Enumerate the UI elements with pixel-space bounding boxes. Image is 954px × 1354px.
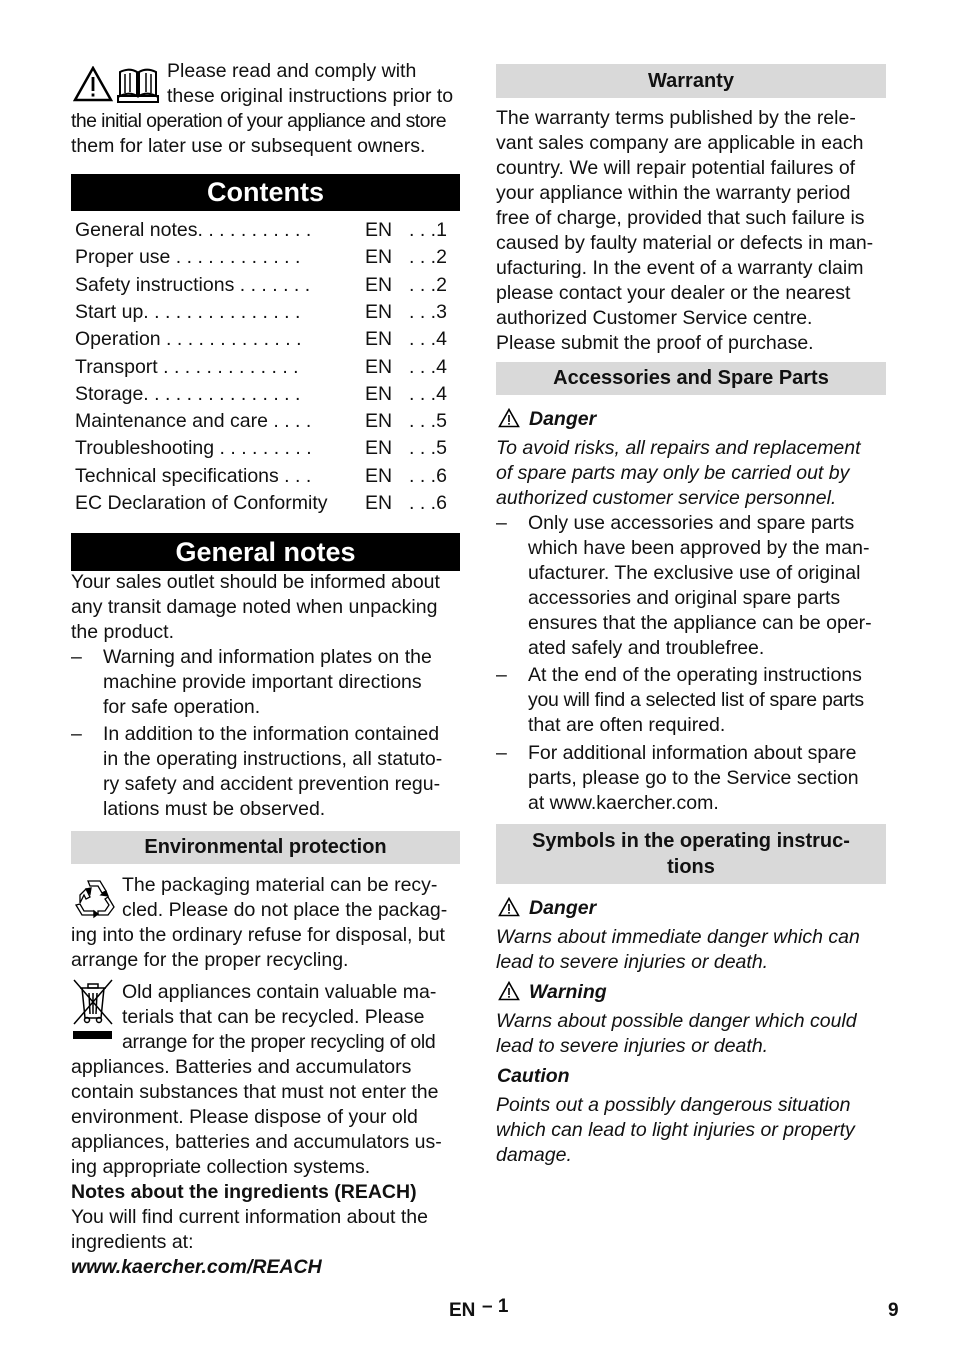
text-line: Warns about possible danger which could (496, 1010, 857, 1032)
toc-page: . . .4 (409, 382, 447, 405)
warranty-paragraph (496, 106, 886, 356)
list-item (496, 741, 886, 816)
text-line: the product. (71, 621, 174, 643)
toc-language: EN (365, 273, 393, 296)
text-line: ingredients at: (71, 1231, 194, 1253)
symbols-heading (496, 824, 886, 884)
text-line: please contact your dealer or the nearest (496, 282, 851, 304)
danger-paragraph (496, 436, 886, 511)
text-line: lead to severe injuries or death. (496, 1035, 769, 1057)
text-line: you will find a selected list of spare parts (528, 689, 864, 711)
list-item (71, 722, 460, 822)
dash-bullet: – (71, 723, 82, 745)
toc-title: EC Declaration of Conformity (75, 492, 328, 514)
toc-title: General notes. . . . . . . . . . . (75, 219, 312, 241)
toc-title: Technical specifications . . . (75, 464, 312, 487)
warning-triangle-icon (498, 981, 520, 1001)
text-line: lations must be observed. (103, 798, 326, 820)
text-line: To avoid risks, all repairs and replacement (496, 437, 861, 459)
footer-language: EN (449, 1300, 476, 1321)
text-line: Warns about immediate danger which can (496, 926, 860, 948)
general-notes-heading: General notes (71, 533, 460, 571)
text-line: authorized Customer Service centre. (496, 307, 813, 329)
danger-label: Danger (529, 408, 597, 430)
text-line: terials that can be recycled. Please (122, 1006, 425, 1028)
text-line: Only use accessories and spare parts (528, 512, 855, 534)
caution-label: Caution (497, 1065, 570, 1087)
text-line: free of charge, provided that such failure is (496, 207, 865, 229)
toc-row[interactable] (75, 328, 455, 355)
text-line: Warning and information plates on the (103, 646, 432, 668)
text-line: arrange for the proper recycling of old (122, 1031, 436, 1053)
toc-page: . . .4 (409, 328, 447, 351)
list-item (496, 663, 886, 738)
intro-line: Please read and comply with (167, 60, 417, 82)
toc-row[interactable] (75, 465, 455, 492)
text-line: parts, please go to the Service section (528, 767, 859, 789)
toc-row[interactable] (75, 410, 455, 437)
toc-language: EN (365, 328, 393, 351)
toc-language: EN (365, 300, 393, 323)
toc-row[interactable] (75, 246, 455, 273)
intro-line: the initial operation of your appliance and store (71, 110, 446, 132)
toc-page: . . .5 (409, 437, 447, 460)
intro-line: these original instructions prior to (167, 85, 454, 107)
toc-page: . . .1 (409, 219, 447, 241)
toc-title: Troubleshooting . . . . . . . . . (75, 437, 312, 460)
danger-description (496, 925, 886, 975)
dash-bullet: – (71, 646, 82, 668)
toc-language: EN (365, 410, 393, 433)
text-line: You will find current information about the (71, 1206, 428, 1228)
toc-title: Storage. . . . . . . . . . . . . . . (75, 382, 301, 405)
warning-label: Warning (529, 981, 607, 1003)
toc-title: Safety instructions . . . . . . . (75, 273, 311, 296)
dash-bullet: – (496, 512, 507, 534)
toc-row[interactable] (75, 219, 455, 246)
text-line: of spare parts may only be carried out by (496, 462, 850, 484)
text-line: environment. Please dispose of your old (71, 1106, 418, 1128)
warning-description (496, 1009, 886, 1059)
text-line: your appliance within the warranty period (496, 182, 851, 204)
heading-line: Symbols in the operating instruc- (532, 830, 850, 852)
danger-triangle-icon (498, 897, 520, 917)
list-item (496, 511, 886, 661)
intro-line: them for later use or subsequent owners. (71, 135, 426, 157)
dash-bullet: – (496, 664, 507, 686)
text-line: for safe operation. (103, 696, 261, 718)
text-line: cled. Please do not place the packag- (122, 899, 448, 921)
toc-row[interactable] (75, 437, 455, 464)
general-intro-paragraph (71, 570, 460, 645)
text-line: In addition to the information contained (103, 723, 440, 745)
text-line: damage. (496, 1144, 572, 1166)
text-line: ing appropriate collection systems. (71, 1156, 371, 1178)
text-line: arrange for the proper recycling. (71, 949, 349, 971)
toc-row[interactable] (75, 356, 455, 383)
toc-title: Start up. . . . . . . . . . . . . . . (75, 300, 301, 323)
text-line: which have been approved by the man- (528, 537, 870, 559)
text-line: For additional information about spare (528, 742, 857, 764)
text-line: caused by faulty material or defects in man- (496, 232, 874, 254)
toc-row[interactable] (75, 492, 455, 519)
toc-page: . . .5 (409, 410, 447, 433)
footer-section-page: – 1 (482, 1296, 509, 1317)
toc-language: EN (365, 219, 393, 241)
toc-page: . . .2 (409, 246, 447, 269)
text-line: ry safety and accident prevention regu- (103, 773, 441, 795)
text-line: ated safely and troublefree. (528, 637, 765, 659)
contents-heading: Contents (71, 174, 460, 211)
toc-row[interactable] (75, 274, 455, 301)
text-line: at www.kaercher.com. (528, 792, 719, 814)
text-line: that are often required. (528, 714, 726, 736)
caution-description (496, 1093, 886, 1168)
toc-title: Maintenance and care . . . . (75, 410, 312, 433)
toc-language: EN (365, 246, 393, 269)
text-line: vant sales company are applicable in each (496, 132, 864, 154)
reach-link[interactable]: www.kaercher.com/REACH (71, 1256, 322, 1278)
toc-language: EN (365, 355, 393, 378)
toc-page: . . .6 (409, 464, 447, 487)
text-line: authorized customer service personnel. (496, 487, 837, 509)
toc-language: EN (365, 437, 393, 460)
toc-language: EN (365, 464, 393, 487)
text-line: The packaging material can be recy- (122, 874, 438, 896)
toc-title: Transport . . . . . . . . . . . . . (75, 355, 299, 378)
dash-bullet: – (496, 742, 507, 764)
text-line: Your sales outlet should be informed about (71, 571, 440, 593)
toc-page: . . .6 (409, 492, 447, 514)
packaging-paragraph (71, 873, 460, 973)
text-line: country. We will repair potential failures of (496, 157, 856, 179)
text-line: The warranty terms published by the rele- (496, 107, 856, 129)
toc-language: EN (365, 382, 393, 405)
danger-triangle-icon (498, 408, 520, 428)
text-line: which can lead to light injuries or property (496, 1119, 855, 1141)
toc-page: . . .4 (409, 355, 447, 378)
toc-title: Operation . . . . . . . . . . . . . (75, 328, 302, 351)
text-line: At the end of the operating instructions (528, 664, 862, 686)
text-line: ufacturing. In the event of a warranty claim (496, 257, 864, 279)
toc-page: . . .3 (409, 300, 447, 323)
warning-triangle-icon (73, 66, 113, 102)
text-line: ufacturer. The exclusive use of original (528, 562, 861, 584)
text-line: ing into the ordinary refuse for disposal, but (71, 924, 445, 946)
text-line: Please submit the proof of purchase. (496, 332, 814, 354)
toc-row[interactable] (75, 383, 455, 410)
toc-page: . . .2 (409, 273, 447, 296)
toc-language: EN (365, 492, 393, 514)
accessories-heading: Accessories and Spare Parts (496, 362, 886, 395)
reach-heading: Notes about the ingredients (REACH) (71, 1181, 417, 1203)
text-line: Points out a possibly dangerous situation (496, 1094, 851, 1116)
list-item (71, 645, 460, 720)
text-line: appliances. Batteries and accumulators (71, 1056, 412, 1078)
environmental-heading: Environmental protection (71, 831, 460, 864)
text-line: lead to severe injuries or death. (496, 951, 769, 973)
text-line: machine provide important directions (103, 671, 422, 693)
text-line: contain substances that must not enter the (71, 1081, 439, 1103)
text-line: any transit damage noted when unpacking (71, 596, 438, 618)
text-line: in the operating instructions, all statuto- (103, 748, 443, 770)
danger-label: Danger (529, 897, 597, 919)
page-number: 9 (888, 1300, 899, 1321)
old-appliances-paragraph (71, 980, 460, 1280)
manual-book-icon (116, 66, 160, 104)
text-line: appliances, batteries and accumulators us- (71, 1131, 442, 1153)
toc-row[interactable] (75, 301, 455, 328)
toc-title: Proper use . . . . . . . . . . . . (75, 246, 301, 269)
warranty-heading: Warranty (496, 64, 886, 98)
text-line: Old appliances contain valuable ma- (122, 981, 437, 1003)
text-line: accessories and original spare parts (528, 587, 841, 609)
heading-line: tions (667, 856, 715, 878)
text-line: ensures that the appliance can be oper- (528, 612, 872, 634)
